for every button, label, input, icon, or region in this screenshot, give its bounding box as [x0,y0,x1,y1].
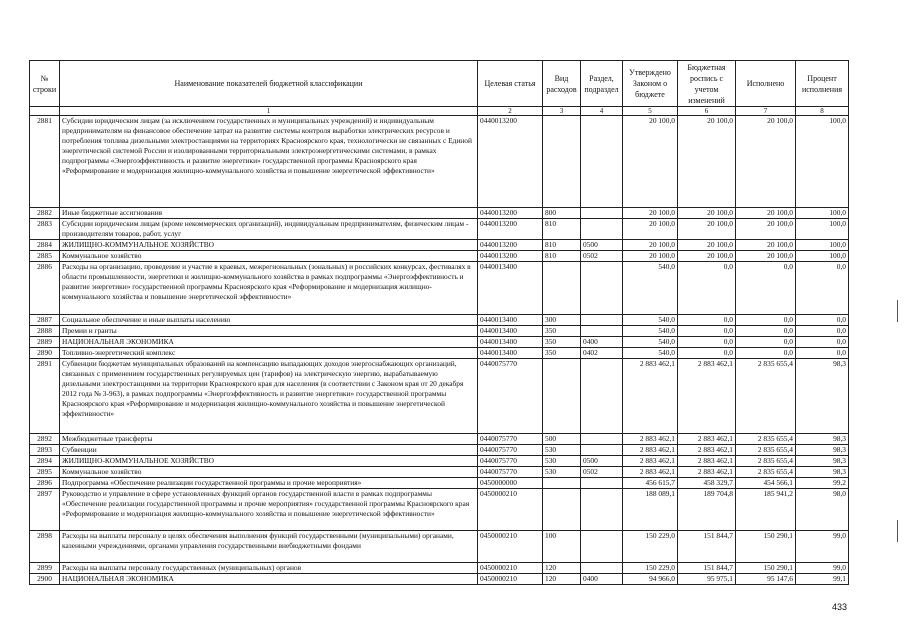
row-percent: 0,0 [796,315,849,326]
row-section [581,531,623,563]
row-percent: 0,0 [796,262,849,315]
row-number: 2896 [30,478,60,489]
row-approved: 540,0 [623,326,678,337]
row-budget-list: 2 883 462,1 [678,456,736,467]
table-row [30,456,849,467]
row-section [581,219,623,240]
row-expense-type: 530 [543,467,581,478]
row-budget-list: 0,0 [678,326,736,337]
row-target-article: 0440013400 [478,262,543,315]
row-approved: 188 089,1 [623,489,678,531]
row-expense-type [543,262,581,315]
row-approved: 2 883 462,1 [623,434,678,445]
row-approved: 2 883 462,1 [623,359,678,434]
row-percent: 99,0 [796,531,849,563]
row-section [581,116,623,208]
margin-mark [897,520,898,542]
row-number: 2900 [30,574,60,585]
row-approved: 540,0 [623,348,678,359]
row-number: 2883 [30,219,60,240]
row-approved: 2 883 462,1 [623,456,678,467]
row-approved: 540,0 [623,262,678,315]
row-number: 2884 [30,240,60,251]
row-approved: 20 100,0 [623,219,678,240]
row-percent: 98,3 [796,434,849,445]
row-budget-list: 20 100,0 [678,240,736,251]
row-approved: 94 966,0 [623,574,678,585]
row-number: 2888 [30,326,60,337]
row-expense-type [543,116,581,208]
column-number: 7 [736,107,796,116]
row-budget-list: 0,0 [678,315,736,326]
row-expense-type: 800 [543,208,581,219]
header-name: Наименование показателей бюджетной классификации [60,61,478,107]
row-approved: 2 883 462,1 [623,467,678,478]
row-number: 2893 [30,445,60,456]
row-section: 0402 [581,348,623,359]
row-name: НАЦИОНАЛЬНАЯ ЭКОНОМИКА [60,337,478,348]
row-budget-list: 2 883 462,1 [678,434,736,445]
row-expense-type: 300 [543,315,581,326]
row-name: Социальное обеспечение и иные выплаты населению [60,315,478,326]
row-executed: 0,0 [736,262,796,315]
row-executed: 454 566,1 [736,478,796,489]
row-section [581,489,623,531]
row-executed: 185 941,2 [736,489,796,531]
row-number: 2892 [30,434,60,445]
row-name: Коммунальное хозяйство [60,251,478,262]
header-raz: Раздел, подраздел [581,61,623,107]
row-percent: 100,0 [796,208,849,219]
row-approved: 540,0 [623,315,678,326]
header-utv: Утверждено Законом о бюджете [623,61,678,107]
row-number: 2885 [30,251,60,262]
row-target-article: 0450000000 [478,478,543,489]
column-number: 5 [623,107,678,116]
table-row [30,208,849,219]
row-number: 2894 [30,456,60,467]
row-target-article: 0440013200 [478,219,543,240]
table-row [30,240,849,251]
row-executed: 20 100,0 [736,208,796,219]
row-section: 0500 [581,240,623,251]
row-section [581,445,623,456]
table-body [30,116,849,585]
row-section [581,315,623,326]
row-expense-type: 120 [543,563,581,574]
row-executed: 95 147,6 [736,574,796,585]
row-budget-list: 0,0 [678,337,736,348]
row-name: Расходы на организацию, проведение и участие в краевых, межрегиональных (зональных) и российских конкурсах, фестивалях в области промышленности, энергетики и жилищно-коммунального хозяйства в рамках подпрограммы «Энергоэффективность и развитие энергетики» государственной программы Красноярского края «Реформирование и модернизация жилищно-коммунального хозяйства и повышение энергетической эффективности» [60,262,478,315]
row-executed: 2 835 655,4 [736,434,796,445]
row-percent: 98,3 [796,456,849,467]
row-number: 2887 [30,315,60,326]
header-cel: Целевая статья [478,61,543,107]
row-percent: 98,0 [796,489,849,531]
row-percent: 0,0 [796,348,849,359]
row-executed: 2 835 655,4 [736,456,796,467]
table-row [30,445,849,456]
row-target-article: 0440013200 [478,240,543,251]
row-target-article: 0440075770 [478,359,543,434]
column-number: 1 [60,107,478,116]
row-expense-type: 350 [543,337,581,348]
row-budget-list: 151 844,7 [678,531,736,563]
row-name: Межбюджетные трансферты [60,434,478,445]
row-number: 2895 [30,467,60,478]
row-executed: 0,0 [736,326,796,337]
row-approved: 150 229,0 [623,531,678,563]
row-expense-type: 530 [543,445,581,456]
column-number: 6 [678,107,736,116]
row-budget-list: 189 704,8 [678,489,736,531]
row-percent: 100,0 [796,240,849,251]
row-budget-list: 0,0 [678,348,736,359]
row-section: 0400 [581,337,623,348]
row-expense-type: 810 [543,219,581,240]
row-number: 2897 [30,489,60,531]
table-row [30,359,849,434]
row-section: 0502 [581,251,623,262]
row-percent: 0,0 [796,326,849,337]
row-target-article: 0440013400 [478,348,543,359]
column-number: 2 [478,107,543,116]
row-number: 2899 [30,563,60,574]
row-executed: 150 290,1 [736,563,796,574]
row-approved: 20 100,0 [623,240,678,251]
row-section [581,262,623,315]
row-executed: 150 290,1 [736,531,796,563]
row-executed: 0,0 [736,337,796,348]
row-executed: 0,0 [736,315,796,326]
row-budget-list: 95 975,1 [678,574,736,585]
row-target-article: 0440075770 [478,467,543,478]
header-isp: Исполнено [736,61,796,107]
row-budget-list: 20 100,0 [678,208,736,219]
table-row [30,574,849,585]
row-number: 2891 [30,359,60,434]
table-row [30,219,849,240]
row-percent: 98,3 [796,467,849,478]
table-row [30,531,849,563]
row-expense-type: 810 [543,251,581,262]
row-executed: 20 100,0 [736,251,796,262]
row-percent: 99,0 [796,563,849,574]
row-expense-type: 500 [543,434,581,445]
row-name: Расходы на выплаты персоналу государственных (муниципальных) органов [60,563,478,574]
table-row [30,467,849,478]
row-number: 2889 [30,337,60,348]
budget-table-sheet [29,60,849,585]
margin-mark [897,300,898,322]
row-section [581,359,623,434]
row-number: 2886 [30,262,60,315]
header-vid: Вид расходов [543,61,581,107]
column-number-blank [30,107,60,116]
row-budget-list: 458 329,7 [678,478,736,489]
table-row [30,478,849,489]
row-percent: 98,3 [796,445,849,456]
row-budget-list: 151 844,7 [678,563,736,574]
row-target-article: 0450000210 [478,574,543,585]
row-name: Иные бюджетные ассигнования [60,208,478,219]
row-target-article: 0440075770 [478,434,543,445]
row-target-article: 0450000210 [478,531,543,563]
row-approved: 2 883 462,1 [623,445,678,456]
budget-table [29,60,849,585]
row-approved: 456 615,7 [623,478,678,489]
row-executed: 20 100,0 [736,240,796,251]
row-section [581,434,623,445]
row-target-article: 0440013400 [478,326,543,337]
row-executed: 20 100,0 [736,116,796,208]
row-budget-list: 20 100,0 [678,219,736,240]
row-percent: 100,0 [796,251,849,262]
row-expense-type [543,359,581,434]
row-name: ЖИЛИЩНО-КОММУНАЛЬНОЕ ХОЗЯЙСТВО [60,240,478,251]
row-name: Субсидии юридическим лицам (за исключением государственных и муниципальных учреждений) и индивидуальным предпринимателям на финансовое обеспечение затрат на развитие системы контроля выработки электрических ресурсов и потребления топлива дизельными электростанциями на территориях Красноярского края, технологически не связанных с Единой энергетической системой России и изолированными территориальными электроэнергетическими системами, в рамках подпрограммы «Энергоэффективность и развитие энергетики» государственной программы Красноярского края «Реформирование и модернизация жилищно-коммунального хозяйства и повышение энергетической эффективности» [60,116,478,208]
row-section [581,563,623,574]
row-percent: 100,0 [796,116,849,208]
row-executed: 20 100,0 [736,219,796,240]
row-executed: 2 835 655,4 [736,445,796,456]
row-number: 2881 [30,116,60,208]
table-row [30,315,849,326]
row-target-article: 0440013200 [478,251,543,262]
row-expense-type: 120 [543,574,581,585]
row-number: 2882 [30,208,60,219]
row-target-article: 0440013400 [478,315,543,326]
row-budget-list: 0,0 [678,262,736,315]
row-expense-type: 530 [543,456,581,467]
row-expense-type [543,489,581,531]
table-row [30,434,849,445]
row-approved: 20 100,0 [623,116,678,208]
row-percent: 0,0 [796,337,849,348]
row-percent: 99,2 [796,478,849,489]
row-percent: 99,1 [796,574,849,585]
table-row [30,337,849,348]
row-expense-type: 350 [543,326,581,337]
header-num: № строки [30,61,60,107]
column-number-row [30,107,849,116]
row-approved: 20 100,0 [623,208,678,219]
row-expense-type: 100 [543,531,581,563]
row-expense-type: 350 [543,348,581,359]
row-section: 0500 [581,456,623,467]
row-approved: 540,0 [623,337,678,348]
row-section: 0502 [581,467,623,478]
row-executed: 2 835 655,4 [736,359,796,434]
row-name: Субсидии юридическим лицам (кроме некоммерческих организаций), индивидуальным предпринимателям, физическим лицам - производителям товаров, работ, услуг [60,219,478,240]
row-name: Топливно-энергетический комплекс [60,348,478,359]
row-name: ЖИЛИЩНО-КОММУНАЛЬНОЕ ХОЗЯЙСТВО [60,456,478,467]
row-budget-list: 2 883 462,1 [678,467,736,478]
column-number: 4 [581,107,623,116]
header-rosp: Бюджетная роспись с учетом изменений [678,61,736,107]
row-name: НАЦИОНАЛЬНАЯ ЭКОНОМИКА [60,574,478,585]
row-name: Подпрограмма «Обеспечение реализации государственной программы и прочие мероприятия» [60,478,478,489]
row-name: Субвенции [60,445,478,456]
row-percent: 100,0 [796,219,849,240]
row-section [581,208,623,219]
column-number: 3 [543,107,581,116]
table-row [30,348,849,359]
column-number: 8 [796,107,849,116]
row-target-article: 0440013400 [478,337,543,348]
row-name: Субвенции бюджетам муниципальных образований на компенсацию выпадающих доходов энергоснабжающих организаций, связанных с применением государственных регулируемых цен (тарифов) на электрическую энергию, вырабатываемую дизельными электростанциями на территории Красноярского края для населения (в соответствии с Законом края от 20 декабря 2012 года № 3-963), в рамках подпрограммы «Энергоэффективность и развитие энергетики» государственной программы Красноярского края «Реформирование и модернизация жилищно-коммунального хозяйства и повышение энергетической эффективности» [60,359,478,434]
table-row [30,116,849,208]
row-budget-list: 20 100,0 [678,116,736,208]
row-percent: 98,3 [796,359,849,434]
row-budget-list: 2 883 462,1 [678,445,736,456]
row-approved: 150 229,0 [623,563,678,574]
row-name: Расходы на выплаты персоналу в целях обеспечения выполнения функций государственными (муниципальными) органами, казенными учреждениями, органами управления государственными внебюджетными фондами [60,531,478,563]
header-proc: Процент исполнения [796,61,849,107]
row-expense-type: 810 [543,240,581,251]
row-number: 2898 [30,531,60,563]
header-row [30,61,849,107]
table-row [30,251,849,262]
row-section: 0400 [581,574,623,585]
row-number: 2890 [30,348,60,359]
table-row [30,262,849,315]
row-expense-type [543,478,581,489]
row-budget-list: 2 883 462,1 [678,359,736,434]
table-row [30,489,849,531]
row-name: Премии и гранты [60,326,478,337]
row-name: Руководство и управление в сфере установленных функций органов государственной власти в рамках подпрограммы «Обеспечение реализации государственной программы и прочие мероприятия» государственной программы Красноярского края «Реформирование и модернизация жилищно-коммунального хозяйства и повышение энергетической эффективности» [60,489,478,531]
row-target-article: 0440075770 [478,456,543,467]
row-name: Коммунальное хозяйство [60,467,478,478]
row-executed: 2 835 655,4 [736,467,796,478]
row-budget-list: 20 100,0 [678,251,736,262]
row-section [581,326,623,337]
row-approved: 20 100,0 [623,251,678,262]
row-target-article: 0440013200 [478,116,543,208]
row-target-article: 0440013200 [478,208,543,219]
row-target-article: 0450000210 [478,489,543,531]
row-section [581,478,623,489]
row-executed: 0,0 [736,348,796,359]
page-number: 433 [832,602,848,612]
row-target-article: 0450000210 [478,563,543,574]
row-target-article: 0440075770 [478,445,543,456]
table-row [30,326,849,337]
table-row [30,563,849,574]
